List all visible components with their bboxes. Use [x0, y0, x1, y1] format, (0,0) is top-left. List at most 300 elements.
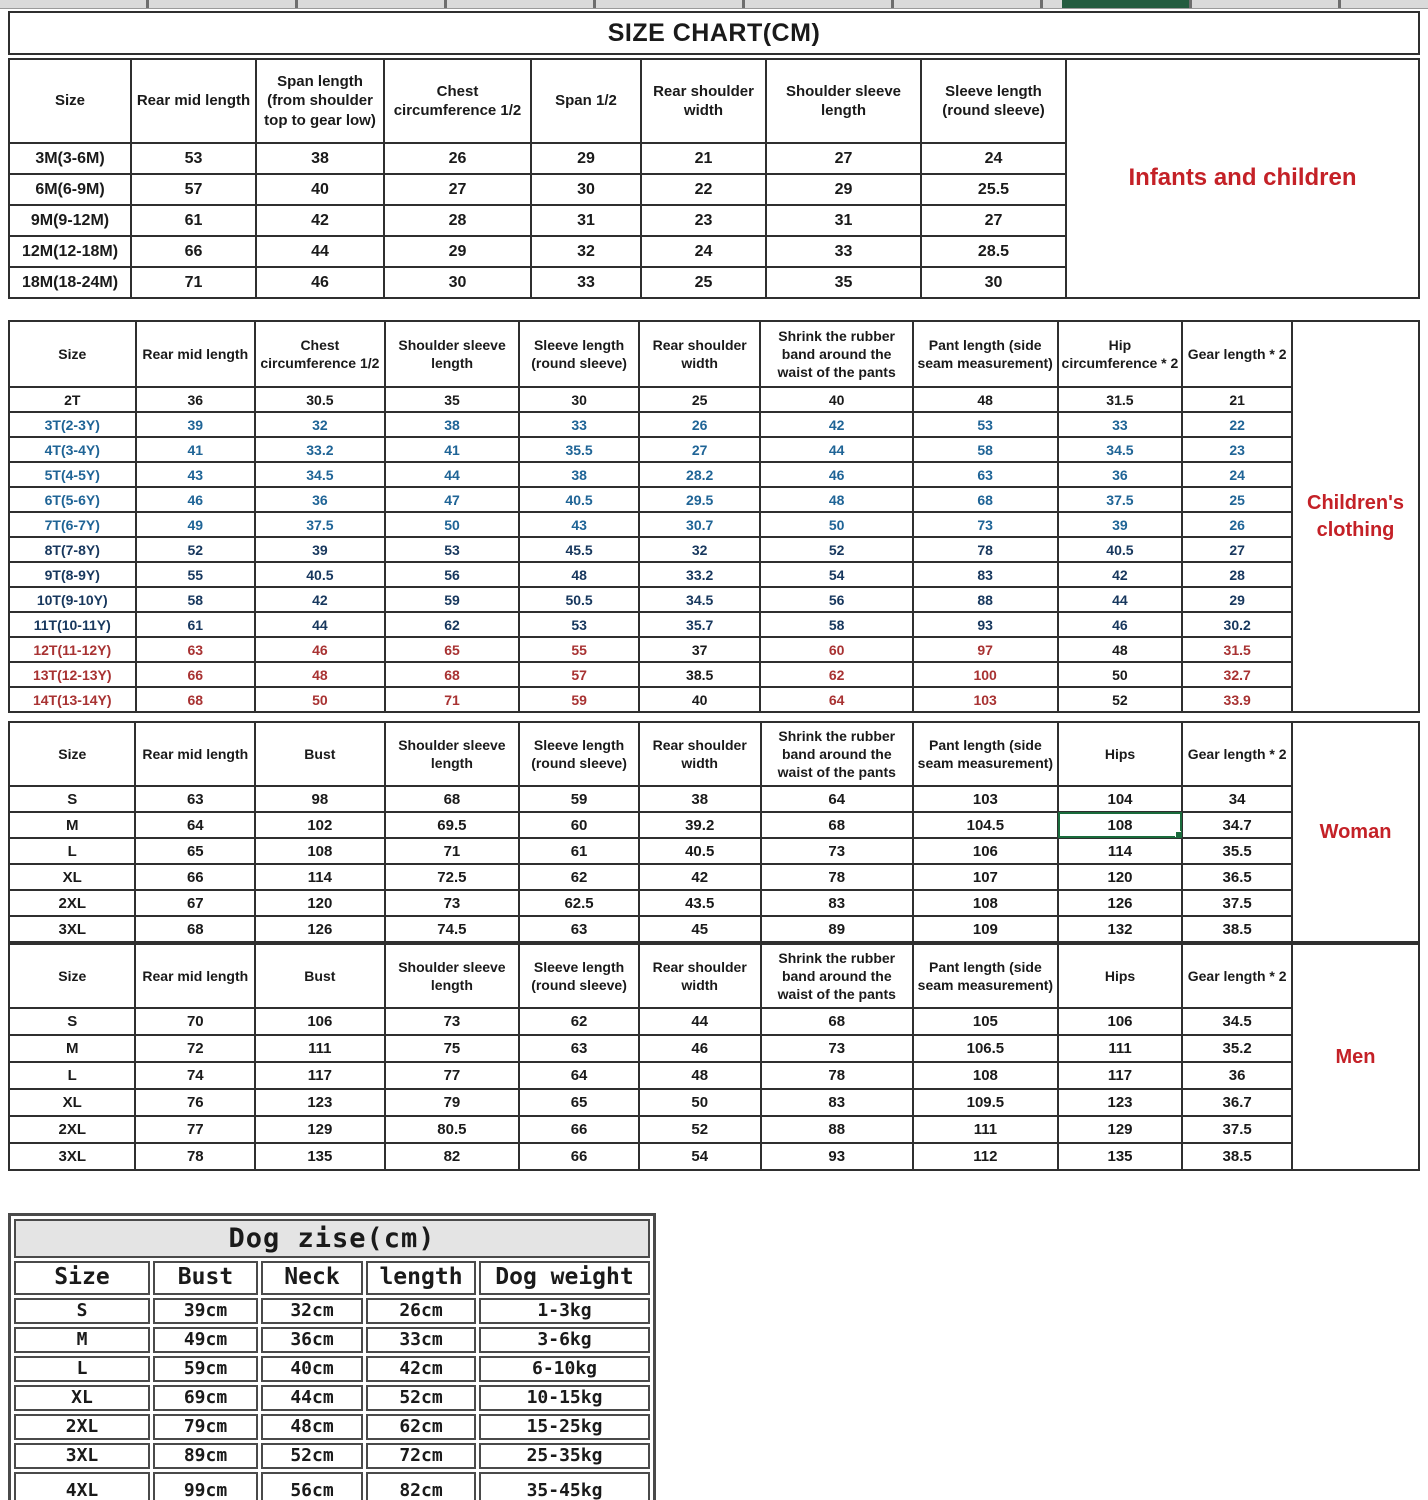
row-size-label[interactable]: 2XL	[14, 1414, 150, 1440]
table-cell[interactable]: 53	[913, 412, 1058, 437]
table-cell[interactable]: 25.5	[921, 174, 1066, 205]
table-cell[interactable]: 25-35kg	[479, 1443, 650, 1469]
row-size-label[interactable]: 9M(9-12M)	[9, 205, 131, 236]
table-cell[interactable]: 33.2	[639, 562, 761, 587]
row-size-label[interactable]: 2T	[9, 387, 136, 412]
table-cell[interactable]: 61	[519, 838, 639, 864]
table-cell[interactable]: 60	[760, 637, 912, 662]
row-size-label[interactable]: 8T(7-8Y)	[9, 537, 136, 562]
table-cell[interactable]: 56	[385, 562, 520, 587]
table-cell[interactable]: 108	[255, 838, 385, 864]
table-cell[interactable]: 29	[384, 236, 531, 267]
table-cell[interactable]: 45.5	[519, 537, 639, 562]
table-cell[interactable]: 38	[256, 143, 384, 174]
table-cell[interactable]: 36	[1058, 462, 1183, 487]
table-cell[interactable]: 75	[385, 1035, 520, 1062]
row-size-label[interactable]: 13T(12-13Y)	[9, 662, 136, 687]
table-cell[interactable]: 55	[136, 562, 256, 587]
table-cell[interactable]: 73	[761, 838, 913, 864]
table-cell[interactable]: 34.5	[255, 462, 385, 487]
table-cell[interactable]: 50	[639, 1089, 761, 1116]
table-cell[interactable]: 32	[255, 412, 385, 437]
row-size-label[interactable]: 11T(10-11Y)	[9, 612, 136, 637]
row-size-label[interactable]: 12T(11-12Y)	[9, 637, 136, 662]
table-cell[interactable]: 38	[639, 786, 761, 812]
table-cell[interactable]: 129	[1058, 1116, 1183, 1143]
table-cell[interactable]: 34	[1182, 786, 1292, 812]
table-cell[interactable]: 108	[1058, 812, 1183, 838]
table-cell[interactable]: 68	[761, 1008, 913, 1035]
table-cell[interactable]: 48	[519, 562, 639, 587]
table-cell[interactable]: 27	[766, 143, 921, 174]
table-cell[interactable]: 135	[1058, 1143, 1183, 1170]
table-cell[interactable]: 65	[385, 637, 520, 662]
table-cell[interactable]: 59	[519, 687, 639, 712]
table-cell[interactable]: 42cm	[366, 1356, 476, 1382]
table-cell[interactable]: 63	[519, 916, 639, 942]
table-cell[interactable]: 64	[760, 687, 912, 712]
table-cell[interactable]: 83	[761, 890, 913, 916]
table-cell[interactable]: 33.9	[1182, 687, 1292, 712]
table-cell[interactable]: 109	[913, 916, 1058, 942]
table-cell[interactable]: 34.5	[1182, 1008, 1292, 1035]
table-cell[interactable]: 88	[761, 1116, 913, 1143]
table-cell[interactable]: 47	[385, 487, 520, 512]
table-cell[interactable]: 25	[641, 267, 766, 298]
table-cell[interactable]: 43	[136, 462, 256, 487]
table-cell[interactable]: 40	[760, 387, 912, 412]
row-size-label[interactable]: S	[9, 1008, 135, 1035]
table-cell[interactable]: 104.5	[913, 812, 1058, 838]
row-size-label[interactable]: 6M(6-9M)	[9, 174, 131, 205]
table-cell[interactable]: 29	[1182, 587, 1292, 612]
table-cell[interactable]: 123	[1058, 1089, 1183, 1116]
table-cell[interactable]: 98	[255, 786, 385, 812]
table-cell[interactable]: 38	[519, 462, 639, 487]
table-cell[interactable]: 30	[384, 267, 531, 298]
table-cell[interactable]: 29	[531, 143, 641, 174]
table-cell[interactable]: 26	[384, 143, 531, 174]
table-cell[interactable]: 35.7	[639, 612, 761, 637]
table-cell[interactable]: 43.5	[639, 890, 761, 916]
table-cell[interactable]: 56cm	[261, 1472, 363, 1500]
table-cell[interactable]: 46	[136, 487, 256, 512]
row-size-label[interactable]: L	[14, 1356, 150, 1382]
table-cell[interactable]: 21	[1182, 387, 1292, 412]
table-cell[interactable]: 69.5	[385, 812, 520, 838]
table-cell[interactable]: 28	[1182, 562, 1292, 587]
table-cell[interactable]: 37.5	[1182, 1116, 1292, 1143]
table-cell[interactable]: 62	[385, 612, 520, 637]
table-cell[interactable]: 129	[255, 1116, 385, 1143]
table-cell[interactable]: 39	[255, 537, 385, 562]
table-cell[interactable]: 66	[519, 1116, 639, 1143]
table-cell[interactable]: 29.5	[639, 487, 761, 512]
table-cell[interactable]: 26	[1182, 512, 1292, 537]
table-cell[interactable]: 74.5	[385, 916, 520, 942]
table-cell[interactable]: 109.5	[913, 1089, 1058, 1116]
table-cell[interactable]: 36.7	[1182, 1089, 1292, 1116]
table-cell[interactable]: 50	[255, 687, 385, 712]
table-cell[interactable]: 52	[1058, 687, 1183, 712]
table-cell[interactable]: 93	[913, 612, 1058, 637]
row-size-label[interactable]: M	[9, 1035, 135, 1062]
table-cell[interactable]: 37.5	[1182, 890, 1292, 916]
table-cell[interactable]: 58	[760, 612, 912, 637]
table-cell[interactable]: 111	[255, 1035, 385, 1062]
table-cell[interactable]: 68	[761, 812, 913, 838]
table-cell[interactable]: 38.5	[1182, 916, 1292, 942]
table-cell[interactable]: 63	[135, 786, 255, 812]
table-cell[interactable]: 37.5	[255, 512, 385, 537]
table-cell[interactable]: 68	[136, 687, 256, 712]
table-cell[interactable]: 66	[519, 1143, 639, 1170]
table-cell[interactable]: 50	[1058, 662, 1183, 687]
table-cell[interactable]: 132	[1058, 916, 1183, 942]
table-cell[interactable]: 73	[385, 890, 520, 916]
table-cell[interactable]: 82	[385, 1143, 520, 1170]
table-cell[interactable]: 21	[641, 143, 766, 174]
table-cell[interactable]: 42	[1058, 562, 1183, 587]
table-cell[interactable]: 48	[760, 487, 912, 512]
table-cell[interactable]: 36	[1182, 1062, 1292, 1089]
table-cell[interactable]: 44	[1058, 587, 1183, 612]
table-cell[interactable]: 37	[639, 637, 761, 662]
row-size-label[interactable]: 7T(6-7Y)	[9, 512, 136, 537]
table-cell[interactable]: 100	[913, 662, 1058, 687]
table-cell[interactable]: 33	[519, 412, 639, 437]
table-cell[interactable]: 28	[384, 205, 531, 236]
table-cell[interactable]: 42	[256, 205, 384, 236]
table-cell[interactable]: 30	[531, 174, 641, 205]
table-cell[interactable]: 102	[255, 812, 385, 838]
table-cell[interactable]: 71	[385, 838, 520, 864]
table-cell[interactable]: 103	[913, 687, 1058, 712]
table-cell[interactable]: 44	[255, 612, 385, 637]
table-cell[interactable]: 38	[385, 412, 520, 437]
table-cell[interactable]: 32cm	[261, 1298, 363, 1324]
row-size-label[interactable]: L	[9, 1062, 135, 1089]
table-cell[interactable]: 58	[913, 437, 1058, 462]
table-cell[interactable]: 62cm	[366, 1414, 476, 1440]
table-cell[interactable]: 44	[760, 437, 912, 462]
row-size-label[interactable]: 4XL	[14, 1472, 150, 1500]
table-cell[interactable]: 62	[760, 662, 912, 687]
table-cell[interactable]: 79cm	[153, 1414, 258, 1440]
row-size-label[interactable]: 6T(5-6Y)	[9, 487, 136, 512]
table-cell[interactable]: 39	[136, 412, 256, 437]
row-size-label[interactable]: 4T(3-4Y)	[9, 437, 136, 462]
table-cell[interactable]: 64	[135, 812, 255, 838]
table-cell[interactable]: 30.2	[1182, 612, 1292, 637]
table-cell[interactable]: 48	[255, 662, 385, 687]
table-cell[interactable]: 71	[131, 267, 256, 298]
table-cell[interactable]: 33.2	[255, 437, 385, 462]
table-cell[interactable]: 44	[639, 1008, 761, 1035]
table-cell[interactable]: 79	[385, 1089, 520, 1116]
table-cell[interactable]: 41	[136, 437, 256, 462]
table-cell[interactable]: 30	[921, 267, 1066, 298]
table-cell[interactable]: 42	[639, 864, 761, 890]
table-cell[interactable]: 42	[255, 587, 385, 612]
row-size-label[interactable]: S	[9, 786, 135, 812]
table-cell[interactable]: 3-6kg	[479, 1327, 650, 1353]
table-cell[interactable]: 31.5	[1182, 637, 1292, 662]
table-cell[interactable]: 77	[385, 1062, 520, 1089]
table-cell[interactable]: 40	[256, 174, 384, 205]
table-cell[interactable]: 99cm	[153, 1472, 258, 1500]
table-cell[interactable]: 33	[766, 236, 921, 267]
table-cell[interactable]: 62.5	[519, 890, 639, 916]
table-cell[interactable]: 25	[1182, 487, 1292, 512]
table-cell[interactable]: 35-45kg	[479, 1472, 650, 1500]
table-cell[interactable]: 28.5	[921, 236, 1066, 267]
table-cell[interactable]: 72	[135, 1035, 255, 1062]
row-size-label[interactable]: 2XL	[9, 1116, 135, 1143]
table-cell[interactable]: 73	[761, 1035, 913, 1062]
table-cell[interactable]: 64	[761, 786, 913, 812]
table-cell[interactable]: 52cm	[366, 1385, 476, 1411]
table-cell[interactable]: 88	[913, 587, 1058, 612]
table-cell[interactable]: 74	[135, 1062, 255, 1089]
table-cell[interactable]: 28.2	[639, 462, 761, 487]
table-cell[interactable]: 31.5	[1058, 387, 1183, 412]
table-cell[interactable]: 48	[913, 387, 1058, 412]
table-cell[interactable]: 46	[1058, 612, 1183, 637]
table-cell[interactable]: 24	[1182, 462, 1292, 487]
table-cell[interactable]: 35.2	[1182, 1035, 1292, 1062]
table-cell[interactable]: 73	[385, 1008, 520, 1035]
table-cell[interactable]: 42	[760, 412, 912, 437]
table-cell[interactable]: 30.7	[639, 512, 761, 537]
table-cell[interactable]: 105	[913, 1008, 1058, 1035]
table-cell[interactable]: 103	[913, 786, 1058, 812]
table-cell[interactable]: 63	[913, 462, 1058, 487]
table-cell[interactable]: 40.5	[639, 838, 761, 864]
table-cell[interactable]: 48cm	[261, 1414, 363, 1440]
table-cell[interactable]: 77	[135, 1116, 255, 1143]
table-cell[interactable]: 10-15kg	[479, 1385, 650, 1411]
row-size-label[interactable]: S	[14, 1298, 150, 1324]
table-cell[interactable]: 34.5	[1058, 437, 1183, 462]
table-cell[interactable]: 59	[385, 587, 520, 612]
row-size-label[interactable]: 3T(2-3Y)	[9, 412, 136, 437]
table-cell[interactable]: 82cm	[366, 1472, 476, 1500]
table-cell[interactable]: 68	[385, 662, 520, 687]
table-cell[interactable]: 40.5	[1058, 537, 1183, 562]
table-cell[interactable]: 6-10kg	[479, 1356, 650, 1382]
table-cell[interactable]: 33	[1058, 412, 1183, 437]
table-cell[interactable]: 83	[761, 1089, 913, 1116]
row-size-label[interactable]: 12M(12-18M)	[9, 236, 131, 267]
table-cell[interactable]: 83	[913, 562, 1058, 587]
table-cell[interactable]: 107	[913, 864, 1058, 890]
table-cell[interactable]: 52	[136, 537, 256, 562]
table-cell[interactable]: 46	[255, 637, 385, 662]
table-cell[interactable]: 31	[531, 205, 641, 236]
table-cell[interactable]: 106.5	[913, 1035, 1058, 1062]
row-size-label[interactable]: XL	[14, 1385, 150, 1411]
table-cell[interactable]: 104	[1058, 786, 1183, 812]
table-cell[interactable]: 63	[519, 1035, 639, 1062]
row-size-label[interactable]: XL	[9, 1089, 135, 1116]
table-cell[interactable]: 117	[1058, 1062, 1183, 1089]
table-cell[interactable]: 53	[519, 612, 639, 637]
table-cell[interactable]: 44	[256, 236, 384, 267]
table-cell[interactable]: 34.7	[1182, 812, 1292, 838]
table-cell[interactable]: 43	[519, 512, 639, 537]
row-size-label[interactable]: M	[9, 812, 135, 838]
table-cell[interactable]: 80.5	[385, 1116, 520, 1143]
table-cell[interactable]: 70	[135, 1008, 255, 1035]
row-size-label[interactable]: 18M(18-24M)	[9, 267, 131, 298]
table-cell[interactable]: 32	[639, 537, 761, 562]
table-cell[interactable]: 30	[519, 387, 639, 412]
table-cell[interactable]: 97	[913, 637, 1058, 662]
table-cell[interactable]: 106	[1058, 1008, 1183, 1035]
table-cell[interactable]: 76	[135, 1089, 255, 1116]
table-cell[interactable]: 36	[136, 387, 256, 412]
table-cell[interactable]: 66	[131, 236, 256, 267]
table-cell[interactable]: 15-25kg	[479, 1414, 650, 1440]
table-cell[interactable]: 34.5	[639, 587, 761, 612]
table-cell[interactable]: 66	[135, 864, 255, 890]
table-cell[interactable]: 78	[761, 1062, 913, 1089]
table-cell[interactable]: 123	[255, 1089, 385, 1116]
table-cell[interactable]: 35	[385, 387, 520, 412]
table-cell[interactable]: 45	[639, 916, 761, 942]
table-cell[interactable]: 126	[255, 916, 385, 942]
table-cell[interactable]: 37.5	[1058, 487, 1183, 512]
table-cell[interactable]: 33	[531, 267, 641, 298]
table-cell[interactable]: 35.5	[1182, 838, 1292, 864]
row-size-label[interactable]: 5T(4-5Y)	[9, 462, 136, 487]
table-cell[interactable]: 48	[639, 1062, 761, 1089]
table-cell[interactable]: 23	[641, 205, 766, 236]
table-cell[interactable]: 36.5	[1182, 864, 1292, 890]
table-cell[interactable]: 39.2	[639, 812, 761, 838]
table-cell[interactable]: 68	[913, 487, 1058, 512]
table-cell[interactable]: 39	[1058, 512, 1183, 537]
row-size-label[interactable]: M	[14, 1327, 150, 1353]
table-cell[interactable]: 48	[1058, 637, 1183, 662]
table-cell[interactable]: 30.5	[255, 387, 385, 412]
row-size-label[interactable]: 3XL	[14, 1443, 150, 1469]
table-cell[interactable]: 23	[1182, 437, 1292, 462]
table-cell[interactable]: 108	[913, 1062, 1058, 1089]
table-cell[interactable]: 39cm	[153, 1298, 258, 1324]
table-cell[interactable]: 106	[913, 838, 1058, 864]
row-size-label[interactable]: 3XL	[9, 916, 135, 942]
table-cell[interactable]: 27	[384, 174, 531, 205]
table-cell[interactable]: 78	[761, 864, 913, 890]
table-cell[interactable]: 69cm	[153, 1385, 258, 1411]
table-cell[interactable]: 111	[1058, 1035, 1183, 1062]
table-cell[interactable]: 36cm	[261, 1327, 363, 1353]
table-cell[interactable]: 67	[135, 890, 255, 916]
table-cell[interactable]: 27	[639, 437, 761, 462]
table-cell[interactable]: 41	[385, 437, 520, 462]
table-cell[interactable]: 72.5	[385, 864, 520, 890]
table-cell[interactable]: 135	[255, 1143, 385, 1170]
table-cell[interactable]: 50	[760, 512, 912, 537]
row-size-label[interactable]: 2XL	[9, 890, 135, 916]
table-cell[interactable]: 40.5	[519, 487, 639, 512]
table-cell[interactable]: 40.5	[255, 562, 385, 587]
table-cell[interactable]: 49	[136, 512, 256, 537]
table-cell[interactable]: 32.7	[1182, 662, 1292, 687]
table-cell[interactable]: 40cm	[261, 1356, 363, 1382]
row-size-label[interactable]: L	[9, 838, 135, 864]
table-cell[interactable]: 106	[255, 1008, 385, 1035]
table-cell[interactable]: 120	[1058, 864, 1183, 890]
table-cell[interactable]: 46	[760, 462, 912, 487]
table-cell[interactable]: 54	[760, 562, 912, 587]
table-cell[interactable]: 57	[131, 174, 256, 205]
row-size-label[interactable]: 14T(13-14Y)	[9, 687, 136, 712]
table-cell[interactable]: 126	[1058, 890, 1183, 916]
row-size-label[interactable]: 3M(3-6M)	[9, 143, 131, 174]
table-cell[interactable]: 26	[639, 412, 761, 437]
table-cell[interactable]: 78	[913, 537, 1058, 562]
table-cell[interactable]: 114	[1058, 838, 1183, 864]
table-cell[interactable]: 53	[385, 537, 520, 562]
table-cell[interactable]: 117	[255, 1062, 385, 1089]
table-cell[interactable]: 61	[131, 205, 256, 236]
table-cell[interactable]: 66	[136, 662, 256, 687]
table-cell[interactable]: 22	[1182, 412, 1292, 437]
table-cell[interactable]: 46	[256, 267, 384, 298]
table-cell[interactable]: 68	[135, 916, 255, 942]
row-size-label[interactable]: XL	[9, 864, 135, 890]
table-cell[interactable]: 53	[131, 143, 256, 174]
table-cell[interactable]: 73	[913, 512, 1058, 537]
table-cell[interactable]: 65	[135, 838, 255, 864]
table-cell[interactable]: 71	[385, 687, 520, 712]
table-cell[interactable]: 31	[766, 205, 921, 236]
table-cell[interactable]: 65	[519, 1089, 639, 1116]
table-cell[interactable]: 44	[385, 462, 520, 487]
table-cell[interactable]: 38.5	[639, 662, 761, 687]
row-size-label[interactable]: 3XL	[9, 1143, 135, 1170]
table-cell[interactable]: 54	[639, 1143, 761, 1170]
table-cell[interactable]: 27	[1182, 537, 1292, 562]
table-cell[interactable]: 62	[519, 1008, 639, 1035]
table-cell[interactable]: 111	[913, 1116, 1058, 1143]
table-cell[interactable]: 68	[385, 786, 520, 812]
table-cell[interactable]: 52	[760, 537, 912, 562]
table-cell[interactable]: 24	[921, 143, 1066, 174]
row-size-label[interactable]: 10T(9-10Y)	[9, 587, 136, 612]
table-cell[interactable]: 25	[639, 387, 761, 412]
table-cell[interactable]: 78	[135, 1143, 255, 1170]
table-cell[interactable]: 59	[519, 786, 639, 812]
table-cell[interactable]: 40	[639, 687, 761, 712]
table-cell[interactable]: 59cm	[153, 1356, 258, 1382]
table-cell[interactable]: 120	[255, 890, 385, 916]
table-cell[interactable]: 33cm	[366, 1327, 476, 1353]
table-cell[interactable]: 22	[641, 174, 766, 205]
table-cell[interactable]: 50.5	[519, 587, 639, 612]
table-cell[interactable]: 64	[519, 1062, 639, 1089]
table-cell[interactable]: 52	[639, 1116, 761, 1143]
table-cell[interactable]: 35.5	[519, 437, 639, 462]
table-cell[interactable]: 49cm	[153, 1327, 258, 1353]
table-cell[interactable]: 32	[531, 236, 641, 267]
table-cell[interactable]: 1-3kg	[479, 1298, 650, 1324]
table-cell[interactable]: 27	[921, 205, 1066, 236]
table-cell[interactable]: 114	[255, 864, 385, 890]
